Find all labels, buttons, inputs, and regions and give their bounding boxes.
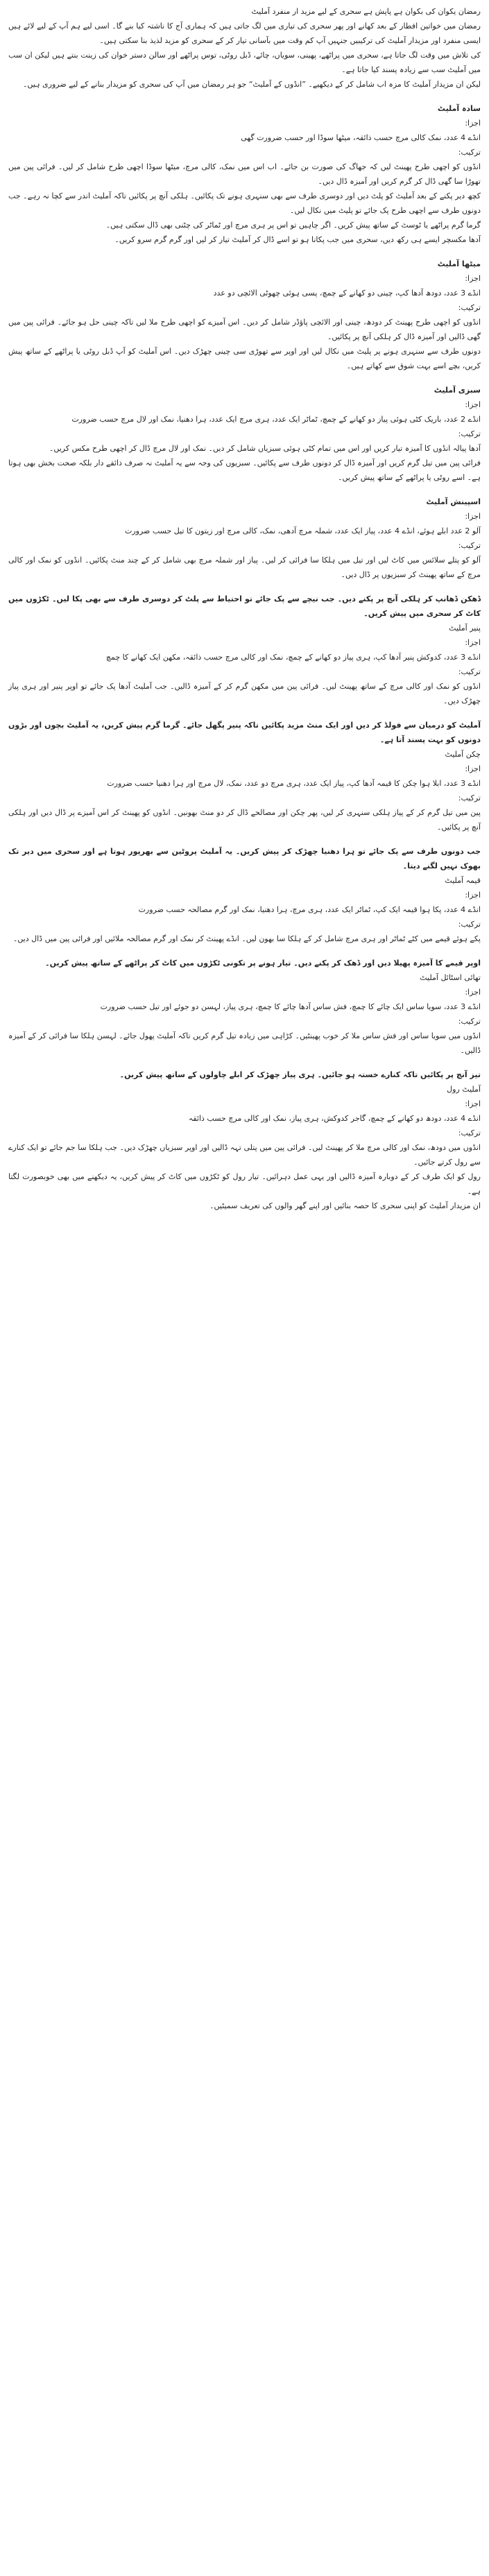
paragraph: اجزا:: [465, 119, 481, 128]
section-heading: تیز آنچ پر پکائیں تاکہ کنارے خستہ ہو جائیں۔ ہری پیاز چھڑک کر ابلے چاولوں کے ساتھ پیش کریں۔: [119, 1070, 481, 1079]
spacer: [8, 247, 481, 257]
paragraph: انڈوں کو نمک اور کالی مرچ کے ساتھ پھینٹ لیں۔ فرائی پین میں مکھن گرم کر کے آمیزہ ڈالیں۔ جب آملیٹ آدھا پک جائے تو اوپر پنیر اور ہری پیاز چھڑک دیں۔: [8, 682, 481, 705]
paragraph: پنیر آملیٹ: [449, 624, 481, 633]
paragraph: انڈوں کو اچھی طرح پھینٹ لیں کہ جھاگ کی صورت بن جائے۔ اب اس میں نمک، کالی مرچ، میٹھا سوڈا اچھی طرح شامل کر لیں۔ فرائی پین میں تھوڑا سا گھی ڈال کر گرم کریں اور آمیزہ ڈال دیں۔: [8, 162, 481, 186]
paragraph: اجزا:: [465, 988, 481, 997]
section-heading: جب دونوں طرف سے پک جائے تو ہرا دھنیا چھڑک کر پیش کریں۔ یہ آملیٹ پروٹین سے بھرپور ہوتا ہے اور سحری میں دیر تک بھوک نہیں لگنے دیتا۔: [8, 847, 481, 870]
paragraph: فرائی پین میں تیل گرم کریں اور آمیزہ ڈال کر دونوں طرف سے پکائیں۔ سبزیوں کی وجہ سے یہ آملیٹ نہ صرف ذائقے دار بلکہ صحت بخش بھی ہوتا ہے۔ اسے روٹی یا پراٹھے کے ساتھ پیش کریں۔: [8, 458, 481, 482]
paragraph: ترکیب:: [458, 541, 481, 550]
paragraph: انڈے 3 عدد، سویا ساس ایک چائے کا چمچ، فش ساس آدھا چائے کا چمچ، ہری پیاز، لہسن دو جوئے اور تیل حسب ضرورت: [100, 1002, 481, 1011]
paragraph: انڈے 2 عدد، باریک کٹی ہوئی پیاز دو کھانے کے چمچ، ٹماٹر ایک عدد، ہری مرچ ایک عدد، ہرا دھنیا، نمک اور لال مرچ حسب ضرورت: [71, 415, 481, 424]
spacer: [8, 946, 481, 956]
paragraph: کچھ دیر پکنے کے بعد آملیٹ کو پلٹ دیں اور دوسری طرف سے بھی سنہری ہونے تک پکائیں۔ ہلکی آنچ پر پکائیں تاکہ آملیٹ اندر سے کچا نہ رہے۔ جب دونوں طرف سے اچھی طرح پک جائے تو پلیٹ میں نکال لیں۔: [8, 191, 481, 215]
section-heading: اسپینش آملیٹ: [426, 497, 481, 506]
spacer: [8, 485, 481, 495]
paragraph: آلو کو پتلے سلائس میں کاٹ لیں اور تیل میں ہلکا سا فرائی کر لیں۔ پیاز اور شملہ مرچ بھی شامل کر کے چند منٹ پکائیں۔ انڈوں کو نمک اور کالی مرچ کے ساتھ پھینٹ کر سبزیوں پر ڈال دیں۔: [8, 556, 481, 579]
paragraph: ترکیب:: [458, 667, 481, 676]
paragraph: انڈے 3 عدد، دودھ آدھا کپ، چینی دو کھانے کے چمچ، پسی ہوئی چھوٹی الائچی دو عدد: [213, 289, 481, 298]
section-heading: سبزی آملیٹ: [434, 386, 481, 395]
paragraph: لیکن ان مزیدار آملیٹ کا مزہ اب شامل کر کے دیکھیے۔ ”انڈوں کے آملیٹ“ جو ہر رمضان میں آپ کی سحری کو مزیدار بنانے کے لیے ضروری ہیں۔: [22, 80, 481, 89]
spacer: [8, 1058, 481, 1067]
paragraph: دونوں طرف سے سنہری ہونے پر پلیٹ میں نکال لیں اور اوپر سے تھوڑی سی چینی چھڑک دیں۔ اس آملیٹ کو آپ ڈبل روٹی یا پراٹھے کے ساتھ پیش کریں، بچے اسے بہت شوق سے کھاتے ہیں۔: [8, 347, 481, 370]
spacer: [8, 708, 481, 718]
paragraph: انڈے 4 عدد، نمک کالی مرچ حسب ذائقہ، میٹھا سوڈا اور حسب ضرورت گھی: [241, 133, 481, 142]
paragraph: ترکیب:: [458, 920, 481, 929]
paragraph: ترکیب:: [458, 148, 481, 157]
paragraph: اجزا:: [465, 764, 481, 773]
paragraph: انڈوں میں دودھ، نمک اور کالی مرچ ملا کر پھینٹ لیں۔ فرائی پین میں پتلی تہہ ڈالیں اور اوپر سبزیاں چھڑک دیں۔ جب ہلکا سا جم جائے تو ایک کنارے سے رول کرتے جائیں۔: [8, 1143, 481, 1167]
paragraph: ترکیب:: [458, 429, 481, 438]
paragraph: ترکیب:: [458, 793, 481, 802]
paragraph: اجزا:: [465, 891, 481, 900]
paragraph: گرما گرم پراٹھے یا ٹوسٹ کے ساتھ پیش کریں۔ اگر چاہیں تو اس پر ہری مرچ اور ٹماٹر کی چٹنی بھی ڈال سکتی ہیں۔: [105, 221, 481, 230]
paragraph: انڈے 3 عدد، ابلا ہوا چکن کا قیمہ آدھا کپ، پیاز ایک عدد، ہری مرچ دو عدد، نمک، لال مرچ اور ہرا دھنیا حسب ضرورت: [107, 779, 481, 788]
paragraph: رول کو ایک طرف کر کے دوبارہ آمیزہ ڈالیں اور یہی عمل دہرائیں۔ تیار رول کو ٹکڑوں میں کاٹ کر پیش کریں، یہ دیکھنے میں بھی خوبصورت لگتا ہے۔: [8, 1172, 481, 1196]
paragraph: رمضان یکوان کی بکوان ہے پاپش ہے سحری کے لیے مزید ار منفرد آملیٹ: [251, 7, 481, 16]
section-heading: ڈھکن ڈھانپ کر ہلکی آنچ پر پکنے دیں۔ جب نیچے سے پک جائے تو احتیاط سے پلٹ کر دوسری طرف سے بھی پکا لیں۔ ٹکڑوں میں کاٹ کر سحری میں پیش کریں۔: [8, 594, 481, 618]
paragraph: آدھا پیالہ انڈوں کا آمیزہ تیار کریں اور اس میں تمام کٹی ہوئی سبزیاں شامل کر دیں۔ نمک اور لال مرچ ڈال کر اچھی طرح مکس کریں۔: [49, 444, 481, 453]
paragraph: آملیٹ رول: [447, 1085, 481, 1094]
spacer: [8, 582, 481, 592]
section-heading: آملیٹ کو درمیان سے فولڈ کر دیں اور ایک منٹ مزید پکائیں تاکہ پنیر پگھل جائے۔ گرما گرم پیش کریں، یہ آملیٹ بچوں اور بڑوں دونوں کو بہت پسند آتا ہے۔: [8, 721, 481, 744]
paragraph: پین میں تیل گرم کر کے پیاز ہلکی سنہری کر لیں، پھر چکن اور مصالحے ڈال کر دو منٹ بھونیں۔ انڈوں کو پھینٹ کر اس آمیزے پر ڈال دیں اور ہلکی آنچ پر پکائیں۔: [8, 808, 481, 832]
paragraph: اجزا:: [465, 400, 481, 409]
paragraph: اجزا:: [465, 512, 481, 521]
spacer: [8, 373, 481, 383]
paragraph: اجزا:: [465, 274, 481, 283]
paragraph: انڈوں کو اچھی طرح پھینٹ کر دودھ، چینی اور الائچی پاؤڈر شامل کر دیں۔ اس آمیزے کو اچھی طرح ملا لیں تاکہ چینی حل ہو جائے۔ فرائی پین میں گھی ڈالیں اور آمیزہ ڈال کر ہلکی آنچ پر پکائیں۔: [8, 318, 481, 341]
paragraph: اجزا:: [465, 1099, 481, 1108]
paragraph: ترکیب:: [458, 1128, 481, 1137]
paragraph: ترکیب:: [458, 303, 481, 312]
paragraph: انڈے 3 عدد، کدوکش پنیر آدھا کپ، ہری پیاز دو کھانے کے چمچ، نمک اور کالی مرچ حسب ذائقہ، مکھن ایک کھانے کا چمچ: [105, 653, 481, 662]
section-heading: سادہ آملیٹ: [437, 104, 481, 113]
paragraph: کی تلاش میں وقت لگ جاتا ہے، سحری میں پراٹھے، پھینی، سویاں، چائے، ڈبل روٹی، توس پراٹھے اور سالن دستر خوان کی زینت بنتے ہیں لیکن ان سب میں آملیٹ سب سے زیادہ پسند کیا جاتا ہے۔: [8, 51, 481, 74]
section-heading: میٹھا آملیٹ: [437, 259, 481, 268]
paragraph: تھائی اسٹائل آملیٹ: [420, 973, 481, 982]
paragraph: انڈوں میں سویا ساس اور فش ساس ملا کر خوب پھینٹیں۔ کڑاہی میں زیادہ تیل گرم کریں تاکہ آملیٹ پھول جائے۔ لہسن ہلکا سا فرائی کر کے آمیزہ ڈالیں۔: [8, 1031, 481, 1055]
paragraph: آلو 2 عدد ابلے ہوئے، انڈے 4 عدد، پیاز ایک عدد، شملہ مرچ آدھی، نمک، کالی مرچ اور زیتون کا تیل حسب ضرورت: [125, 526, 481, 535]
paragraph: آدھا مکسچر ایسے ہی رکھ دیں، سحری میں جب پکانا ہو تو اسے ڈال کر آملیٹ تیار کر لیں اور گرم گرم سرو کریں۔: [114, 235, 481, 244]
paragraph: پکے ہوئے قیمے میں کٹے ٹماٹر اور ہری مرچ شامل کر کے ہلکا سا بھون لیں۔ انڈے پھینٹ کر نمک اور گرم مصالحہ ملائیں اور فرائی پین میں ڈال دیں۔: [12, 934, 481, 943]
spacer: [8, 92, 481, 101]
paragraph: چکن آملیٹ: [445, 750, 481, 759]
paragraph: اجزا:: [465, 638, 481, 647]
paragraph: انڈے 4 عدد، دودھ دو کھانے کے چمچ، گاجر کدوکش، ہری پیاز، نمک اور کالی مرچ حسب ذائقہ: [188, 1114, 481, 1123]
paragraph: انڈے 4 عدد، پکا ہوا قیمہ ایک کپ، ٹماٹر ایک عدد، ہری مرچ، ہرا دھنیا، نمک اور گرم مصالحہ حسب ضرورت: [138, 905, 481, 914]
spacer: [8, 834, 481, 844]
paragraph: قیمہ آملیٹ: [445, 876, 481, 885]
paragraph: ترکیب:: [458, 1017, 481, 1026]
paragraph: رمضان میں خواتین افطار کے بعد کھانے اور پھر سحری کی تیاری میں لگ جاتی ہیں کہ ہماری آج کا ناشتہ کیا بنے گا۔ اسی لیے ہم آپ کے لیے لائے ہیں ایسی منفرد اور مزیدار آملیٹ کی ترکیبیں جنہیں آپ کم وقت میں بآسانی تیار کر کے سحری کو مزید لذیذ بنا سکتی ہیں۔: [8, 22, 481, 45]
paragraph: ان مزیدار آملیٹ کو اپنی سحری کا حصہ بنائیں اور اپنے گھر والوں کی تعریف سمیٹیں۔: [209, 1201, 481, 1210]
section-heading: اوپر قیمے کا آمیزہ پھیلا دیں اور ڈھک کر پکنے دیں۔ تیار ہونے پر تکونی ٹکڑوں میں کاٹ کر پراٹھے کے ساتھ پیش کریں۔: [45, 959, 481, 968]
article-body: [0, 0, 489, 1213]
